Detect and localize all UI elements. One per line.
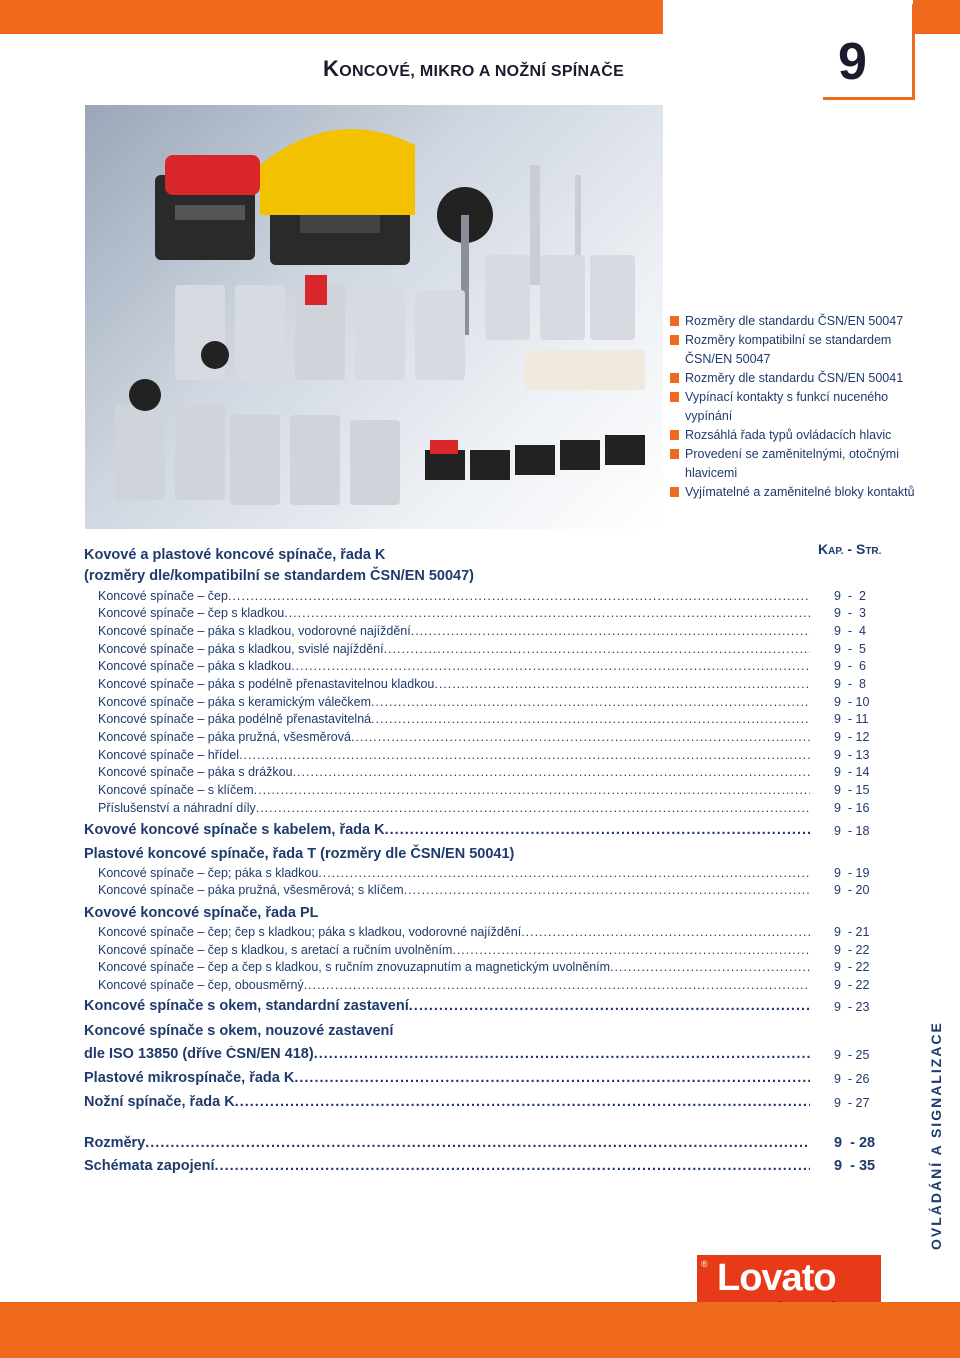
foot-switch-red-image bbox=[155, 155, 260, 260]
section-title: Kovové koncové spínače, řada PL bbox=[84, 905, 319, 921]
toc-entry[interactable]: Koncové spínače – čep s kladkou ..... bbox=[98, 606, 810, 623]
section-title: Plastové koncové spínače, řada T (rozměry dle ČSN/EN 50041) bbox=[84, 846, 515, 862]
toc-entry[interactable]: Koncové spínače – páka podélně přenastavitelná ..... bbox=[98, 712, 810, 729]
toc-page-ref: 9 - 15 bbox=[834, 783, 870, 797]
toc-page-ref: 9 - 26 bbox=[834, 1072, 870, 1086]
square-bullet-icon bbox=[670, 487, 679, 497]
toc-entry[interactable]: Koncové spínače – čep a čep s kladkou, s ručním znovuzapnutím a magnetickým uvolněním ..... bbox=[98, 960, 810, 977]
toc-page-ref: 9 - 3 bbox=[834, 606, 866, 620]
square-bullet-icon bbox=[670, 449, 679, 459]
feature-item: Rozměry dle standardu ČSN/EN 50041 bbox=[670, 369, 920, 388]
toc-page-ref: 9 - 11 bbox=[834, 712, 869, 726]
toc-entry[interactable]: Koncové spínače – páka s kladkou ..... bbox=[98, 659, 810, 676]
square-bullet-icon bbox=[670, 316, 679, 326]
toc-entry-main[interactable]: Plastové mikrospínače, řada K ..... bbox=[84, 1070, 810, 1090]
side-chapter-label: OVLÁDÁNÍ A SIGNALIZACE bbox=[928, 1021, 944, 1250]
feature-item: Rozsáhlá řada typů ovládacích hlavic bbox=[670, 426, 920, 445]
toc-page-ref: 9 - 21 bbox=[834, 925, 870, 939]
toc-entry[interactable]: Koncové spínače – čep; čep s kladkou; páka s kladkou, vodorovné najíždění ..... bbox=[98, 925, 810, 942]
toc-page-ref: 9 - 22 bbox=[834, 960, 870, 974]
toc-page-ref: 9 - 28 bbox=[834, 1135, 876, 1151]
toc-entry[interactable]: Koncové spínače – páka s kladkou, vodorovné najíždění ..... bbox=[98, 624, 810, 641]
toc-page-ref: 9 - 12 bbox=[834, 730, 870, 744]
toc-entry[interactable]: Koncové spínače – čep, obousměrný ..... bbox=[98, 978, 810, 995]
feature-item: Rozměry kompatibilní se standardem ČSN/EN 50047 bbox=[670, 331, 920, 369]
toc-page-ref: 9 - 2 bbox=[834, 589, 866, 603]
toc-page-ref: 9 - 16 bbox=[834, 801, 870, 815]
toc-entry-main[interactable]: Rozměry ..... bbox=[84, 1135, 810, 1155]
feature-list bbox=[670, 312, 920, 502]
feature-item: Rozměry dle standardu ČSN/EN 50047 bbox=[670, 312, 920, 331]
chapter-number: 9 bbox=[838, 33, 867, 91]
toc-entry-main[interactable]: Nožní spínače, řada K ..... bbox=[84, 1094, 810, 1114]
toc-page-ref: 9 - 5 bbox=[834, 642, 866, 656]
toc-entry[interactable]: Koncové spínače – páka s podélně přenastavitelnou kladkou ..... bbox=[98, 677, 810, 694]
toc-entry[interactable]: Koncové spínače – páka pružná, všesměrová; s klíčem ..... bbox=[98, 883, 810, 900]
square-bullet-icon bbox=[670, 392, 679, 402]
top-right-orange-strip bbox=[913, 0, 960, 34]
toc-entry-main[interactable]: Kovové koncové spínače s kabelem, řada K ..... bbox=[84, 822, 810, 842]
toc-page-ref: 9 - 27 bbox=[834, 1096, 870, 1110]
section-subtitle: (rozměry dle/kompatibilní se standardem ČSN/EN 50047) bbox=[84, 568, 475, 584]
toc-entry[interactable]: Koncové spínače – čep s kladkou, s aretací a ručním uvolněním ..... bbox=[98, 943, 810, 960]
bottom-orange-bar bbox=[0, 1302, 960, 1358]
toc-page-ref: 9 - 13 bbox=[834, 748, 870, 762]
toc-entry-main[interactable]: Koncové spínače s okem, standardní zastavení ..... bbox=[84, 998, 810, 1018]
toc-entry[interactable]: Koncové spínače – hřídel ..... bbox=[98, 748, 810, 765]
toc-page-ref: 9 - 14 bbox=[834, 765, 870, 779]
product-photo bbox=[85, 105, 663, 529]
toc-page-ref: 9 - 23 bbox=[834, 1000, 870, 1014]
page-title: KONCOVÉ, MIKRO A NOŽNÍ SPÍNAČE bbox=[323, 56, 625, 81]
feature-item: Vypínací kontakty s funkcí nuceného vypínání bbox=[670, 388, 920, 426]
toc-entry[interactable]: Koncové spínače – páka s keramickým válečkem ..... bbox=[98, 695, 810, 712]
toc-page-ref: 9 - 4 bbox=[834, 624, 866, 638]
toc-page-ref: 9 - 20 bbox=[834, 883, 870, 897]
toc-page-ref: 9 - 10 bbox=[834, 695, 870, 709]
toc-entry-main[interactable]: Schémata zapojení ..... bbox=[84, 1158, 810, 1178]
toc-page-ref: 9 - 35 bbox=[834, 1158, 876, 1174]
toc-entry[interactable]: Koncové spínače – páka s drážkou ..... bbox=[98, 765, 810, 782]
toc-page-ref: 9 - 6 bbox=[834, 659, 866, 673]
toc-entry[interactable]: Koncové spínače – páka s kladkou, svislé najíždění ..... bbox=[98, 642, 810, 659]
square-bullet-icon bbox=[670, 335, 679, 345]
toc-entry[interactable]: Koncové spínače – čep; páka s kladkou ..... bbox=[98, 866, 810, 883]
chapter-box bbox=[823, 4, 915, 100]
section-title: Kovové a plastové koncové spínače, řada K bbox=[84, 547, 386, 563]
square-bullet-icon bbox=[670, 430, 679, 440]
section-title: Koncové spínače s okem, nouzové zastavení bbox=[84, 1023, 394, 1039]
foot-switch-yellow-image bbox=[260, 129, 415, 265]
square-bullet-icon bbox=[670, 373, 679, 383]
registered-mark: ® bbox=[701, 1259, 708, 1269]
toc-page-ref: 9 - 22 bbox=[834, 943, 870, 957]
toc-page-ref: 9 - 19 bbox=[834, 866, 870, 880]
feature-item: Vyjímatelné a zaměnitelné bloky kontaktů bbox=[670, 483, 920, 502]
toc-entry[interactable]: Příslušenství a náhradní díly ..... bbox=[98, 801, 810, 818]
toc-entry[interactable]: Koncové spínače – páka pružná, všesměrová ..... bbox=[98, 730, 810, 747]
toc-column-header: KAP. - STR. bbox=[818, 541, 882, 557]
toc-entry[interactable]: Koncové spínače – čep ..... bbox=[98, 589, 810, 606]
toc-entry[interactable]: Koncové spínače – s klíčem ..... bbox=[98, 783, 810, 800]
toc-page-ref: 9 - 22 bbox=[834, 978, 870, 992]
logo-brand-text: Lovato bbox=[717, 1257, 836, 1299]
toc-entry-main[interactable]: dle ISO 13850 (dříve ČSN/EN 418) ..... bbox=[84, 1046, 810, 1066]
toc-page-ref: 9 - 18 bbox=[834, 824, 870, 838]
toc-page-ref: 9 - 25 bbox=[834, 1048, 870, 1062]
top-orange-bar bbox=[0, 0, 663, 34]
toc-page-ref: 9 - 8 bbox=[834, 677, 866, 691]
feature-item: Provedení se zaměnitelnými, otočnými hlavicemi bbox=[670, 445, 920, 483]
